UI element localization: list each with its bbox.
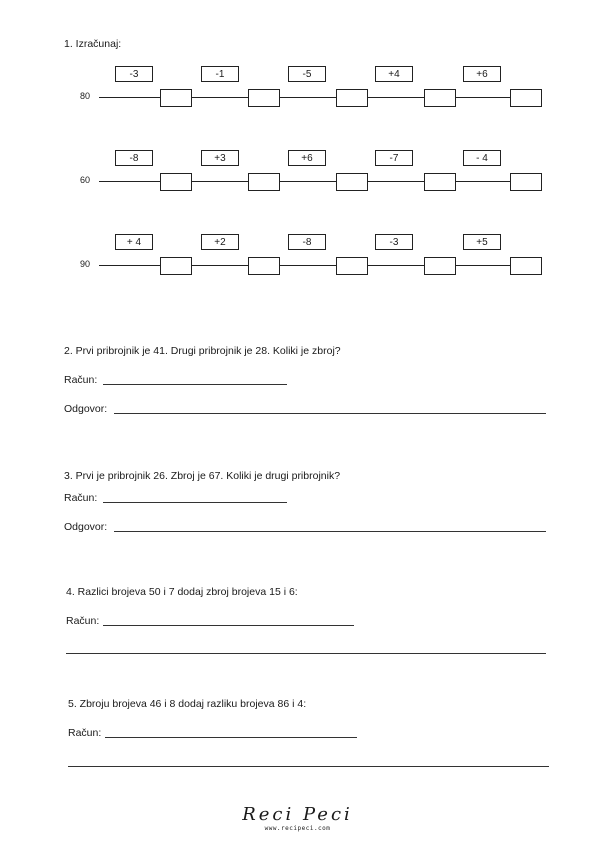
- task2-racun-line[interactable]: [103, 384, 287, 385]
- answer-box[interactable]: [336, 257, 368, 275]
- task4-racun-label: Račun:: [66, 615, 100, 627]
- operation-box: -8: [115, 150, 153, 166]
- task5-question: 5. Zbroju brojeva 46 i 8 dodaj razliku brojeva 86 i 4:: [68, 698, 307, 710]
- chain-start-value: 80: [80, 91, 91, 101]
- operation-box: - 4: [463, 150, 501, 166]
- answer-box[interactable]: [160, 173, 192, 191]
- task5-racun-line[interactable]: [105, 737, 357, 738]
- answer-box[interactable]: [510, 173, 542, 191]
- operation-box: +2: [201, 234, 239, 250]
- logo-wordmark: Reci Peci: [242, 804, 353, 825]
- answer-box[interactable]: [424, 173, 456, 191]
- task2-question: 2. Prvi pribrojnik je 41. Drugi pribrojnik je 28. Koliki je zbroj?: [64, 345, 341, 357]
- operation-box: -1: [201, 66, 239, 82]
- task3-racun-label: Račun:: [64, 492, 98, 504]
- operation-box: +6: [463, 66, 501, 82]
- task3-racun-line[interactable]: [103, 502, 287, 503]
- answer-box[interactable]: [424, 257, 456, 275]
- task2-odgovor-label: Odgovor:: [64, 403, 108, 415]
- answer-box[interactable]: [160, 257, 192, 275]
- number-chain-2: [0, 150, 595, 210]
- task4-question: 4. Razlici brojeva 50 i 7 dodaj zbroj brojeva 15 i 6:: [66, 586, 298, 598]
- task3-odgovor-label: Odgovor:: [64, 521, 108, 533]
- task3-question: 3. Prvi je pribrojnik 26. Zbroj je 67. Koliki je drugi pribrojnik?: [64, 470, 341, 482]
- operation-box: -3: [375, 234, 413, 250]
- operation-box: -8: [288, 234, 326, 250]
- answer-box[interactable]: [336, 173, 368, 191]
- logo-url: www.recipeci.com: [264, 825, 331, 832]
- operation-box: +4: [375, 66, 413, 82]
- task4-answer-line[interactable]: [66, 653, 546, 654]
- operation-box: -7: [375, 150, 413, 166]
- task5-answer-line[interactable]: [68, 766, 549, 767]
- task2-racun-label: Račun:: [64, 374, 98, 386]
- chain-start-value: 60: [80, 175, 91, 185]
- answer-box[interactable]: [248, 257, 280, 275]
- number-chain-1: [0, 66, 595, 126]
- operation-box: -5: [288, 66, 326, 82]
- operation-box: +6: [288, 150, 326, 166]
- operation-box: + 4: [115, 234, 153, 250]
- recipeci-logo: [0, 804, 595, 832]
- answer-box[interactable]: [336, 89, 368, 107]
- task3-odgovor-line[interactable]: [114, 531, 546, 532]
- answer-box[interactable]: [510, 89, 542, 107]
- operation-box: +5: [463, 234, 501, 250]
- chain-start-value: 90: [80, 259, 91, 269]
- answer-box[interactable]: [248, 173, 280, 191]
- answer-box[interactable]: [248, 89, 280, 107]
- operation-box: -3: [115, 66, 153, 82]
- answer-box[interactable]: [160, 89, 192, 107]
- number-chain-3: [0, 234, 595, 294]
- task4-racun-line[interactable]: [103, 625, 354, 626]
- task5-racun-label: Račun:: [68, 727, 102, 739]
- operation-box: +3: [201, 150, 239, 166]
- answer-box[interactable]: [424, 89, 456, 107]
- task2-odgovor-line[interactable]: [114, 413, 546, 414]
- answer-box[interactable]: [510, 257, 542, 275]
- task1-title: 1. Izračunaj:: [64, 38, 122, 50]
